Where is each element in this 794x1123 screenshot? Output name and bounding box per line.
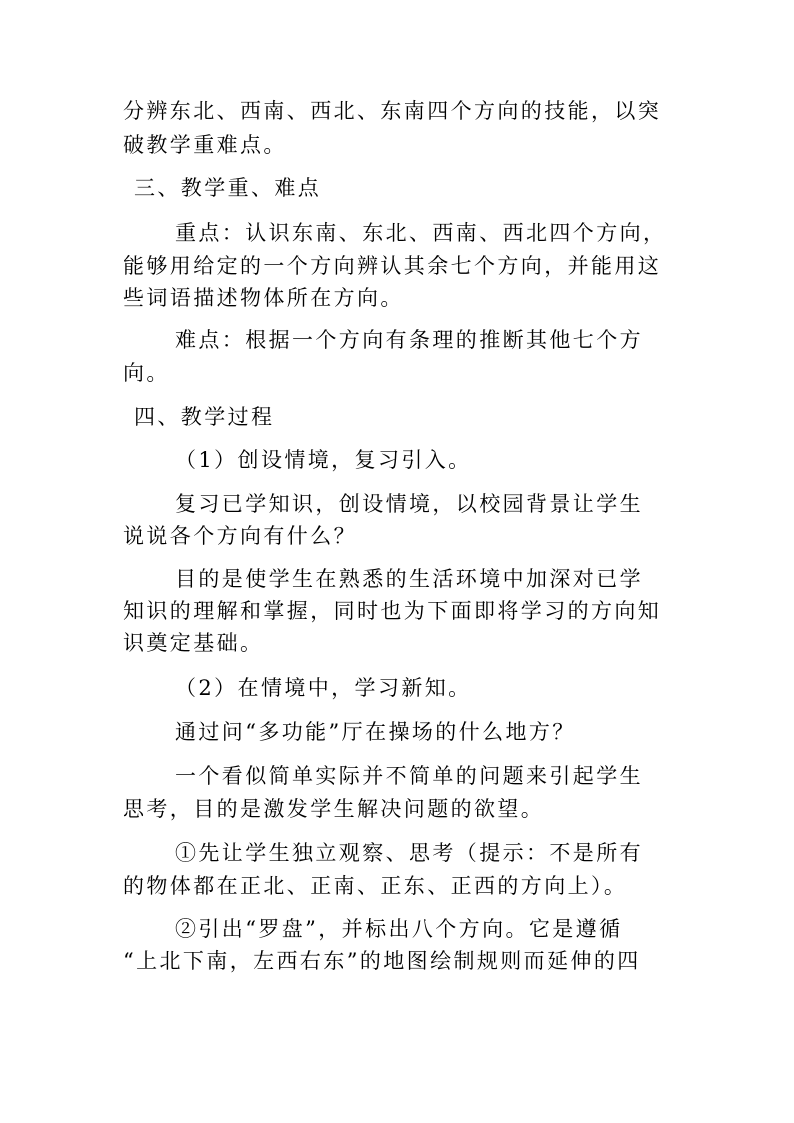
section-heading: 四、教学过程	[134, 405, 275, 429]
text-line: 一个看似简单实际并不简单的问题来引起学生	[175, 764, 643, 788]
text-line: 能够用给定的一个方向辨认其余七个方向，并能用这	[123, 254, 662, 278]
text-line: 知识的理解和掌握，同时也为下面即将学习的方向知	[123, 599, 662, 623]
text-line: 些词语描述物体所在方向。	[123, 286, 404, 310]
text-line: 通过问“多功能”厅在操场的什么地方？	[175, 720, 576, 744]
text-line: 的物体都在正北、正南、正东、正西的方向上）。	[123, 874, 628, 898]
text-line: 复习已学知识，创设情境，以校园背景让学生	[175, 492, 643, 516]
text-line: 说说各个方向有什么？	[123, 524, 357, 548]
subsection-heading: （1）创设情境，复习引入。	[175, 448, 472, 472]
subsection-heading: （2）在情境中，学习新知。	[175, 676, 472, 700]
section-heading: 三、教学重、难点	[134, 176, 322, 200]
text-line: 难点：根据一个方向有条理的推断其他七个方	[175, 328, 643, 352]
text-line: 破教学重难点。	[123, 133, 287, 157]
text-line: ①先让学生独立观察、思考（提示：不是所有	[175, 841, 643, 865]
text-line: 思考，目的是激发学生解决问题的欲望。	[123, 797, 545, 821]
text-line: 目的是使学生在熟悉的生活环境中加深对已学	[175, 567, 643, 591]
text-line: 识奠定基础。	[123, 631, 264, 655]
text-line: 分辨东北、西南、西北、东南四个方向的技能，以突	[123, 99, 662, 123]
text-line: 重点：认识东南、东北、西南、西北四个方向，	[175, 221, 667, 245]
text-line: 向。	[123, 361, 170, 385]
text-line: ②引出“罗盘”，并标出八个方向。它是遵循	[175, 917, 623, 941]
text-line: “上北下南，左西右东”的地图绘制规则而延伸的四	[123, 949, 641, 973]
